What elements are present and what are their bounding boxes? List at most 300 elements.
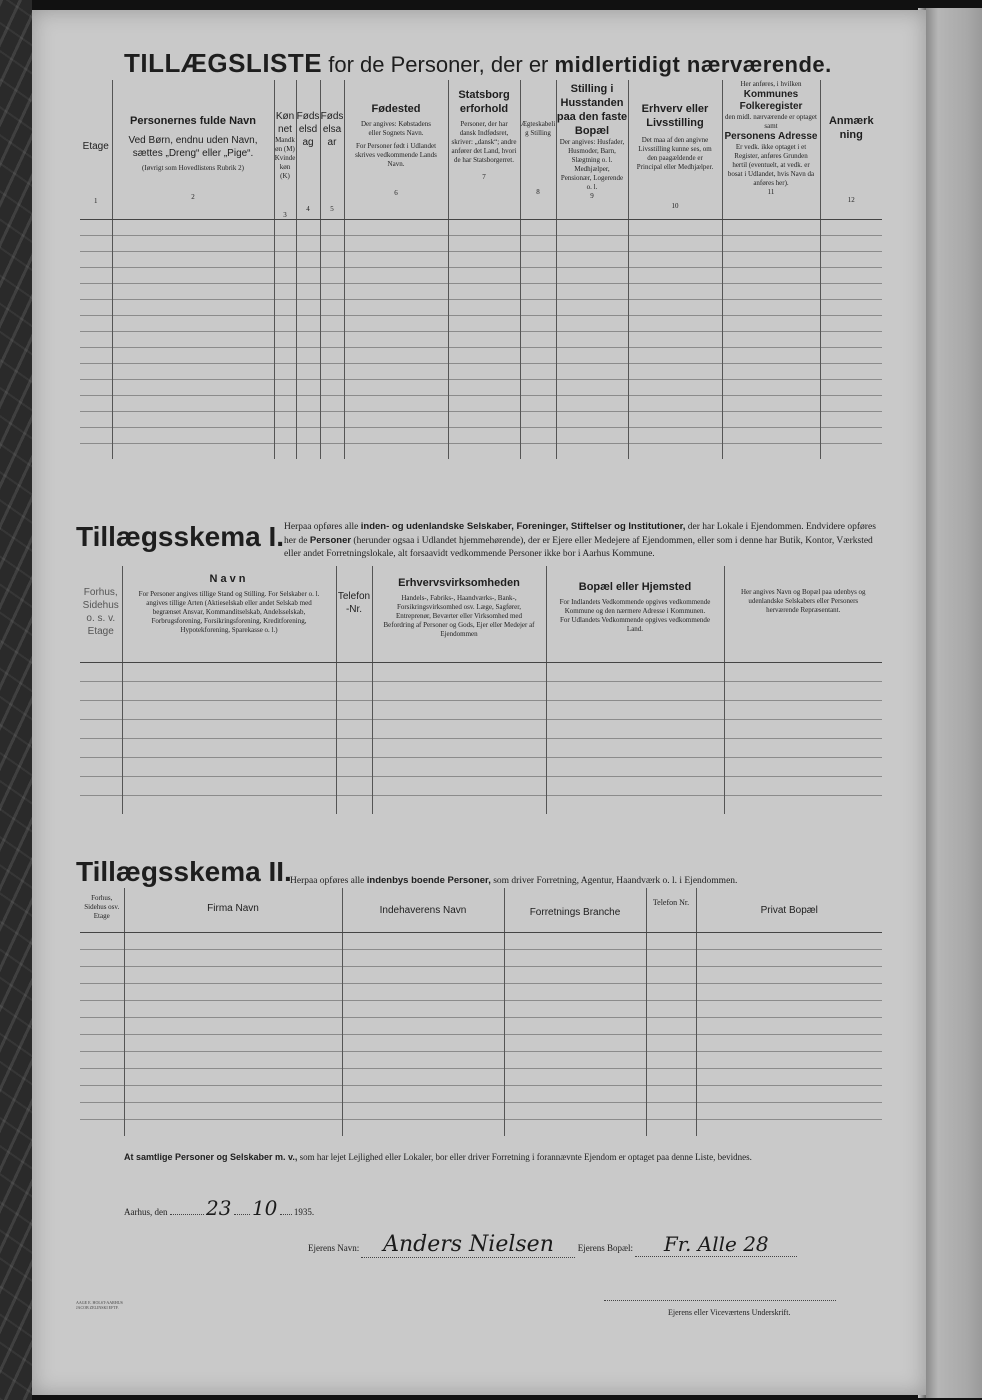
table-cell — [296, 316, 320, 332]
table-cell — [372, 700, 546, 719]
table-cell — [80, 284, 112, 300]
table-cell — [80, 966, 124, 983]
table-cell — [122, 738, 336, 757]
s1-col-erhverv: Erhvervsvirksomheden Handels-, Fabriks-, Haandværks-, Bank-, Forsikringsvirksomhed osv. Læge, Sagfører, Entreprenør, Beværter eller Virksomhed med Befordring af Personer og Gods, Ejer eller Medejer af Ejendommen — [372, 566, 546, 662]
table-cell — [646, 1017, 696, 1034]
col-erhverv: Erhverv eller Livsstilling Det maa af den angivne Livsstilling kunne ses, om den paagældende er Principal eller Medhjælper. 10 — [628, 80, 722, 220]
table-cell — [722, 444, 820, 460]
table-cell — [80, 364, 112, 380]
table-row — [80, 428, 882, 444]
table-cell — [320, 380, 344, 396]
table-cell — [80, 1085, 124, 1102]
table-cell — [546, 719, 724, 738]
table-cell — [80, 428, 112, 444]
col-foedselsaar: Fødselsaar 5 — [320, 80, 344, 220]
table-cell — [520, 364, 556, 380]
s1-col-telefon: Telefon-Nr. — [336, 566, 372, 662]
table-cell — [122, 795, 336, 814]
s1-col-bopael: Bopæl eller Hjemsted For Indlandets Vedkommende opgives vedkommende Kommune og den nærmere Adresse i Kommunen. For Udlandets Vedkommende opgives vedkommende Land. — [546, 566, 724, 662]
table-cell — [696, 1034, 882, 1051]
table-cell — [628, 396, 722, 412]
table-cell — [372, 795, 546, 814]
table-cell — [372, 738, 546, 757]
table-cell — [504, 932, 646, 949]
table-cell — [546, 795, 724, 814]
col-foedested: Fødested Der angives: Købstadens eller Sognets Navn. For Personer født i Udlandet skrives vedkommende Lands Navn. 6 — [344, 80, 448, 220]
table-cell — [80, 332, 112, 348]
table-cell — [504, 966, 646, 983]
table-cell — [820, 220, 882, 236]
main-table — [80, 80, 882, 459]
table-cell — [546, 662, 724, 681]
table-cell — [696, 1051, 882, 1068]
table-cell — [820, 284, 882, 300]
table-cell — [320, 444, 344, 460]
table-cell — [342, 1034, 504, 1051]
table-cell — [80, 1119, 124, 1136]
table-cell — [80, 396, 112, 412]
table-cell — [628, 364, 722, 380]
table-cell — [696, 1085, 882, 1102]
table-cell — [296, 284, 320, 300]
table-cell — [80, 380, 112, 396]
table-row — [80, 236, 882, 252]
table-cell — [628, 252, 722, 268]
table-cell — [296, 236, 320, 252]
table-cell — [80, 700, 122, 719]
table-cell — [80, 932, 124, 949]
table-cell — [628, 428, 722, 444]
table-cell — [336, 738, 372, 757]
table-cell — [820, 380, 882, 396]
table-cell — [722, 300, 820, 316]
table-cell — [448, 300, 520, 316]
table-cell — [448, 316, 520, 332]
table-cell — [296, 348, 320, 364]
table-cell — [504, 1051, 646, 1068]
table-cell — [504, 1085, 646, 1102]
table-cell — [80, 1017, 124, 1034]
table-cell — [696, 1068, 882, 1085]
table-cell — [724, 795, 882, 814]
table-cell — [372, 681, 546, 700]
table-cell — [274, 284, 296, 300]
table-cell — [504, 1068, 646, 1085]
s2-col-firma: Firma Navn — [124, 888, 342, 932]
table-row — [80, 412, 882, 428]
table-cell — [274, 428, 296, 444]
table-cell — [342, 1068, 504, 1085]
table-cell — [448, 236, 520, 252]
table-cell — [448, 396, 520, 412]
table-cell — [520, 444, 556, 460]
table-cell — [724, 700, 882, 719]
page-title — [124, 48, 832, 79]
table-cell — [722, 268, 820, 284]
table-cell — [556, 220, 628, 236]
table-cell — [646, 1119, 696, 1136]
table-row — [80, 700, 882, 719]
table-cell — [820, 412, 882, 428]
table-cell — [724, 662, 882, 681]
binding-marble-edge — [0, 0, 32, 1400]
col-aegteskab: Ægteskabelig Stilling 8 — [520, 80, 556, 220]
table-cell — [80, 220, 112, 236]
table-cell — [628, 268, 722, 284]
table-cell — [112, 236, 274, 252]
col-anmaerkning: Anmærkning 12 — [820, 80, 882, 220]
table-row — [80, 949, 882, 966]
table-cell — [124, 1017, 342, 1034]
skema1-title: Tillægsskema I. — [76, 521, 285, 552]
table-cell — [80, 236, 112, 252]
table-cell — [112, 364, 274, 380]
table-cell — [112, 412, 274, 428]
table-cell — [112, 316, 274, 332]
table-cell — [556, 332, 628, 348]
table-cell — [80, 1051, 124, 1068]
table-cell — [696, 949, 882, 966]
table-cell — [696, 966, 882, 983]
table-cell — [820, 428, 882, 444]
table-cell — [546, 776, 724, 795]
table-cell — [646, 966, 696, 983]
table-cell — [448, 380, 520, 396]
table-row — [80, 284, 882, 300]
table-cell — [336, 681, 372, 700]
table-cell — [628, 220, 722, 236]
table-cell — [344, 396, 448, 412]
table-cell — [342, 949, 504, 966]
table-cell — [546, 700, 724, 719]
table-cell — [296, 412, 320, 428]
table-cell — [296, 444, 320, 460]
table-cell — [520, 284, 556, 300]
table-cell — [556, 348, 628, 364]
table-cell — [722, 348, 820, 364]
table-cell — [820, 268, 882, 284]
owner-name-handwritten: Anders Nielsen — [361, 1232, 575, 1258]
table-cell — [556, 236, 628, 252]
table-cell — [820, 444, 882, 460]
table-cell — [372, 757, 546, 776]
table-cell — [122, 719, 336, 738]
table-cell — [320, 316, 344, 332]
table-row — [80, 662, 882, 681]
facing-page-edge — [926, 8, 982, 1398]
table-cell — [320, 284, 344, 300]
col-foedselsdag: Fødselsdag 4 — [296, 80, 320, 220]
table-row — [80, 983, 882, 1000]
form-page — [32, 10, 926, 1395]
title-main: TILLÆGSLISTE — [124, 48, 323, 78]
table-cell — [342, 966, 504, 983]
table-cell — [722, 236, 820, 252]
table-cell — [520, 348, 556, 364]
table-cell — [80, 662, 122, 681]
table-cell — [342, 983, 504, 1000]
table-cell — [80, 300, 112, 316]
table-cell — [628, 348, 722, 364]
table-cell — [80, 252, 112, 268]
table-cell — [722, 412, 820, 428]
table-cell — [722, 428, 820, 444]
table-cell — [628, 332, 722, 348]
s2-col-indehaver: Indehaverens Navn — [342, 888, 504, 932]
table-cell — [448, 364, 520, 380]
table-cell — [448, 252, 520, 268]
table-cell — [722, 380, 820, 396]
table-cell — [646, 1034, 696, 1051]
table-row — [80, 252, 882, 268]
table-cell — [696, 932, 882, 949]
table-cell — [336, 795, 372, 814]
table-row — [80, 300, 882, 316]
table-row — [80, 1068, 882, 1085]
table-cell — [628, 284, 722, 300]
s1-col-navn: Navn For Personer angives tillige Stand og Stilling. For Selskaber o. l. angives tillige Arten (Aktieselskab eller andet Selskab med begrænset Ansvar, Kommanditselskab, Andelsselskab, Forbrugsforening, Forsikringsforening, Kreditforening, Hypotekforening, Sparekasse o. l.) — [122, 566, 336, 662]
table-cell — [556, 268, 628, 284]
table-cell — [336, 757, 372, 776]
s2-col-etage: Forhus, Sidehus osv. Etage — [80, 888, 124, 932]
table-cell — [628, 236, 722, 252]
table-cell — [320, 268, 344, 284]
table-cell — [342, 1051, 504, 1068]
table-cell — [556, 300, 628, 316]
table-row — [80, 776, 882, 795]
date-month: 10 — [251, 1196, 278, 1220]
table-row — [80, 380, 882, 396]
col-navn: Personernes fulde Navn Ved Børn, endnu uden Navn, sættes „Dreng“ eller „Pige“. (Iøvrigt som Hovedlistens Rubrik 2) 2 — [112, 80, 274, 220]
s2-col-privat-bopael: Privat Bopæl — [696, 888, 882, 932]
table-row — [80, 316, 882, 332]
table-cell — [344, 252, 448, 268]
table-cell — [336, 719, 372, 738]
table-cell — [556, 252, 628, 268]
table-cell — [122, 776, 336, 795]
table-cell — [296, 300, 320, 316]
table-cell — [320, 300, 344, 316]
table-cell — [520, 316, 556, 332]
table-cell — [344, 316, 448, 332]
table-cell — [520, 332, 556, 348]
table-cell — [296, 428, 320, 444]
table-cell — [124, 1051, 342, 1068]
table-row — [80, 1102, 882, 1119]
table-cell — [274, 220, 296, 236]
table-cell — [520, 268, 556, 284]
table-row — [80, 795, 882, 814]
table-cell — [696, 1119, 882, 1136]
table-cell — [342, 932, 504, 949]
col-folkeregister: Her anføres, i hvilken Kommunes Folkeregister den midl. nærværende er optaget samt Personens Adresse Er vedk. ikke optaget i et Register, anføres Grunden hertil (eventuelt, at vedk. er bosat i Udlandet, hvis Navn da anføres her). 11 — [722, 80, 820, 220]
table-cell — [344, 412, 448, 428]
table-cell — [274, 236, 296, 252]
table-cell — [80, 1068, 124, 1085]
table-cell — [556, 428, 628, 444]
table-cell — [628, 380, 722, 396]
table-cell — [80, 412, 112, 428]
table-cell — [296, 332, 320, 348]
table-cell — [296, 252, 320, 268]
table-cell — [80, 316, 112, 332]
table-cell — [320, 332, 344, 348]
table-row — [80, 332, 882, 348]
table-cell — [342, 1102, 504, 1119]
table-cell — [124, 949, 342, 966]
table-cell — [722, 252, 820, 268]
table-cell — [80, 719, 122, 738]
table-cell — [372, 776, 546, 795]
table-cell — [80, 348, 112, 364]
table-cell — [80, 757, 122, 776]
table-cell — [80, 268, 112, 284]
table-cell — [112, 396, 274, 412]
table-cell — [372, 719, 546, 738]
table-cell — [344, 284, 448, 300]
table-cell — [556, 316, 628, 332]
signature-label: Ejerens eller Viceværtens Underskrift. — [668, 1308, 791, 1317]
table-cell — [342, 1119, 504, 1136]
skema1-intro: Herpaa opføres alle inden- og udenlandske Selskaber, Foreninger, Stiftelser og Institutioner, der har Lokale i Ejendommen. Endvidere opføres her de Personer (herunder ogsaa i Udlandet hjemmehørende), der er Ejere eller Medejere af Ejendommen, eller som i denne har Butik, Kontor, Værksted eller andet Forretningslokale, alt forsaavidt vedkommende Personer ikke bor i Aarhus Kommune. — [284, 521, 876, 559]
table-row — [80, 738, 882, 757]
table-cell — [820, 300, 882, 316]
table-cell — [344, 428, 448, 444]
table-cell — [124, 1102, 342, 1119]
table-cell — [342, 1000, 504, 1017]
table-cell — [124, 1119, 342, 1136]
table-cell — [448, 428, 520, 444]
table-cell — [344, 444, 448, 460]
table-cell — [296, 220, 320, 236]
table-cell — [556, 396, 628, 412]
table-cell — [820, 364, 882, 380]
table-cell — [448, 412, 520, 428]
table-cell — [112, 268, 274, 284]
table-cell — [448, 268, 520, 284]
table-cell — [372, 662, 546, 681]
table-row — [80, 220, 882, 236]
s1-col-etage: Forhus, Sidehus o. s. v. Etage — [80, 566, 122, 662]
table-cell — [336, 700, 372, 719]
table-cell — [448, 332, 520, 348]
table-row — [80, 1119, 882, 1136]
table-cell — [520, 412, 556, 428]
table-cell — [336, 662, 372, 681]
table-cell — [520, 252, 556, 268]
table-cell — [724, 776, 882, 795]
table-cell — [556, 412, 628, 428]
table-cell — [320, 412, 344, 428]
table-cell — [646, 932, 696, 949]
table-cell — [504, 1034, 646, 1051]
table-cell — [122, 757, 336, 776]
table-cell — [344, 380, 448, 396]
title-for: for de Personer, — [328, 52, 485, 77]
table-row — [80, 364, 882, 380]
declaration: At samtlige Personer og Selskaber m. v., som har lejet Lejlighed eller Lokaler, bor eller driver Forretning i forannævnte Ejendom er optaget paa denne Liste, bevidnes. — [124, 1152, 752, 1162]
table-cell — [124, 1034, 342, 1051]
table-cell — [112, 252, 274, 268]
table-row — [80, 1085, 882, 1102]
table-cell — [546, 681, 724, 700]
table-cell — [504, 1102, 646, 1119]
table-cell — [296, 396, 320, 412]
table-cell — [124, 1085, 342, 1102]
table-cell — [274, 316, 296, 332]
table-cell — [112, 300, 274, 316]
table-cell — [112, 444, 274, 460]
table-cell — [124, 932, 342, 949]
col-stilling-husstand: Stilling i Husstanden paa den faste Bopæl Der angives: Husfader, Husmoder, Barn, Slægtning o. l. Medhjælper, Pensionær, Logerende o. l. 9 — [556, 80, 628, 220]
table-cell — [722, 316, 820, 332]
table-cell — [556, 380, 628, 396]
skema2-table — [80, 888, 882, 1136]
table-cell — [722, 220, 820, 236]
table-row — [80, 932, 882, 949]
table-cell — [628, 300, 722, 316]
table-cell — [112, 380, 274, 396]
table-cell — [628, 444, 722, 460]
table-cell — [124, 983, 342, 1000]
table-cell — [112, 428, 274, 444]
table-cell — [320, 348, 344, 364]
table-cell — [696, 983, 882, 1000]
table-cell — [504, 1119, 646, 1136]
table-cell — [646, 983, 696, 1000]
table-cell — [344, 300, 448, 316]
table-cell — [520, 396, 556, 412]
table-cell — [80, 949, 124, 966]
table-cell — [820, 348, 882, 364]
table-cell — [696, 1000, 882, 1017]
table-cell — [448, 284, 520, 300]
table-cell — [504, 1000, 646, 1017]
table-cell — [80, 1102, 124, 1119]
table-row — [80, 681, 882, 700]
table-cell — [344, 348, 448, 364]
owner-address-handwritten: Fr. Alle 28 — [635, 1232, 797, 1257]
skema2-intro: Herpaa opføres alle indenbys boende Personer, som driver Forretning, Agentur, Haandværk o. l. i Ejendommen. — [290, 875, 738, 886]
table-cell — [320, 220, 344, 236]
date-line: Aarhus, den 23 10 1935. — [124, 1196, 315, 1220]
table-cell — [112, 332, 274, 348]
table-cell — [344, 268, 448, 284]
table-cell — [80, 444, 112, 460]
table-cell — [296, 380, 320, 396]
table-cell — [556, 284, 628, 300]
table-cell — [320, 396, 344, 412]
table-row — [80, 1000, 882, 1017]
table-cell — [274, 268, 296, 284]
table-cell — [646, 949, 696, 966]
table-cell — [80, 681, 122, 700]
table-cell — [124, 1068, 342, 1085]
table-cell — [274, 300, 296, 316]
table-cell — [722, 364, 820, 380]
table-cell — [722, 396, 820, 412]
table-row — [80, 757, 882, 776]
table-cell — [724, 719, 882, 738]
table-cell — [504, 1017, 646, 1034]
skema2-title: Tillægsskema II. — [76, 856, 292, 887]
table-cell — [556, 364, 628, 380]
table-cell — [520, 380, 556, 396]
title-tail: midlertidigt nærværende. — [554, 52, 832, 77]
table-cell — [646, 1068, 696, 1085]
table-row — [80, 444, 882, 460]
table-row — [80, 719, 882, 738]
